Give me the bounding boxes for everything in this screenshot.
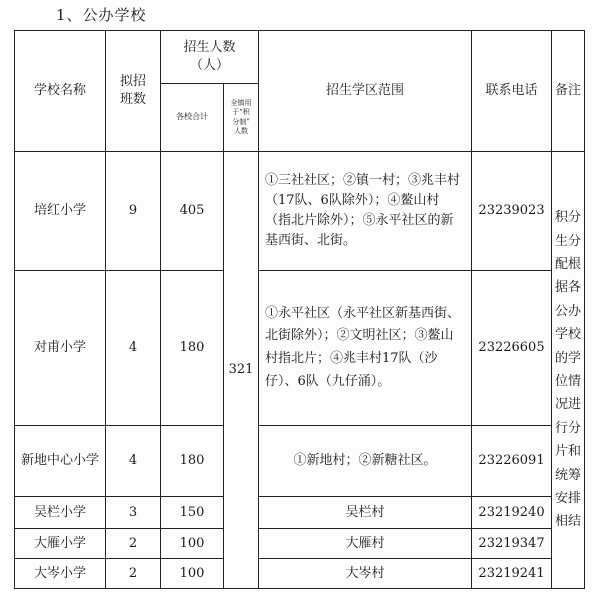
remark-line: 行分 bbox=[555, 420, 582, 436]
header-remark: 备注 bbox=[552, 31, 585, 152]
enrollment-total: 150 bbox=[161, 497, 224, 529]
enrollment-total: 180 bbox=[161, 271, 224, 426]
zone-scope: ①三社社区；②镇一村；③兆丰村（17队、6队除外）；④鳌山村（指北片除外）；⑤永平社区的新基西街、北街。 bbox=[259, 152, 472, 271]
remark-note bbox=[552, 152, 585, 589]
school-name: 培红小学 bbox=[15, 152, 106, 271]
points-total: 321 bbox=[224, 152, 259, 589]
class-count: 3 bbox=[106, 497, 161, 529]
header-enrollment: 招生人数 （人） bbox=[161, 31, 259, 84]
class-count: 2 bbox=[106, 529, 161, 559]
remark-line: 积分 bbox=[555, 210, 582, 226]
school-name: 对甫小学 bbox=[15, 271, 106, 426]
phone-number: 23219241 bbox=[472, 559, 552, 589]
section-heading: 1、公办学校 bbox=[56, 6, 147, 24]
phone-number: 23219240 bbox=[472, 497, 552, 529]
enrollment-total: 100 bbox=[161, 529, 224, 559]
class-count: 4 bbox=[106, 271, 161, 426]
remark-line: 安排 bbox=[555, 490, 582, 506]
public-school-table bbox=[14, 30, 585, 589]
zone-scope: 大岑村 bbox=[259, 559, 472, 589]
header-per-school: 各校合计 bbox=[161, 84, 224, 152]
phone-number: 23219347 bbox=[472, 529, 552, 559]
remark-line: 位情 bbox=[555, 374, 582, 389]
enrollment-total: 180 bbox=[161, 426, 224, 497]
class-count: 2 bbox=[106, 559, 161, 589]
remark-line: 配根 bbox=[555, 257, 582, 273]
class-count: 4 bbox=[106, 426, 161, 497]
remark-line: 统筹 bbox=[555, 467, 582, 483]
header-school-name: 学校名称 bbox=[15, 31, 106, 152]
school-name: 吴栏小学 bbox=[15, 497, 106, 529]
enrollment-total: 405 bbox=[161, 152, 224, 271]
class-count: 9 bbox=[106, 152, 161, 271]
header-classes: 拟招 班数 bbox=[106, 31, 161, 152]
remark-line: 片和 bbox=[555, 444, 582, 460]
remark-line: 据各 bbox=[555, 280, 582, 296]
zone-scope: ①新地村；②新糖社区。 bbox=[259, 426, 472, 497]
remark-line: 的学 bbox=[555, 350, 582, 366]
phone-number: 23226605 bbox=[472, 271, 552, 426]
header-points-quota: 全镇用 于“积 分制” 人数 bbox=[224, 84, 259, 152]
table-row bbox=[15, 152, 585, 271]
zone-scope: ①永平社区（永平社区新基西街、北街除外）；②文明社区；③鳌山村指北片；④兆丰村17队（沙仔）、6队（九仔涌）。 bbox=[259, 271, 472, 426]
remark-line: 况进 bbox=[555, 397, 582, 413]
school-name: 新地中心小学 bbox=[15, 426, 106, 497]
remark-line: 相结 bbox=[555, 514, 582, 530]
table-row bbox=[15, 529, 585, 559]
phone-number: 23239023 bbox=[472, 152, 552, 271]
remark-line: 生分 bbox=[555, 233, 582, 249]
remark-line: 公办 bbox=[555, 303, 582, 319]
school-name: 大岑小学 bbox=[15, 559, 106, 589]
header-phone: 联系电话 bbox=[472, 31, 552, 152]
table-row bbox=[15, 426, 585, 497]
header-zone: 招生学区范围 bbox=[259, 31, 472, 152]
remark-line: 学校 bbox=[555, 327, 582, 343]
phone-number: 23226091 bbox=[472, 426, 552, 497]
table-row bbox=[15, 559, 585, 589]
zone-scope: 大雁村 bbox=[259, 529, 472, 559]
enrollment-total: 100 bbox=[161, 559, 224, 589]
zone-scope: 吴栏村 bbox=[259, 497, 472, 529]
table-row bbox=[15, 497, 585, 529]
school-name: 大雁小学 bbox=[15, 529, 106, 559]
table-row bbox=[15, 271, 585, 426]
